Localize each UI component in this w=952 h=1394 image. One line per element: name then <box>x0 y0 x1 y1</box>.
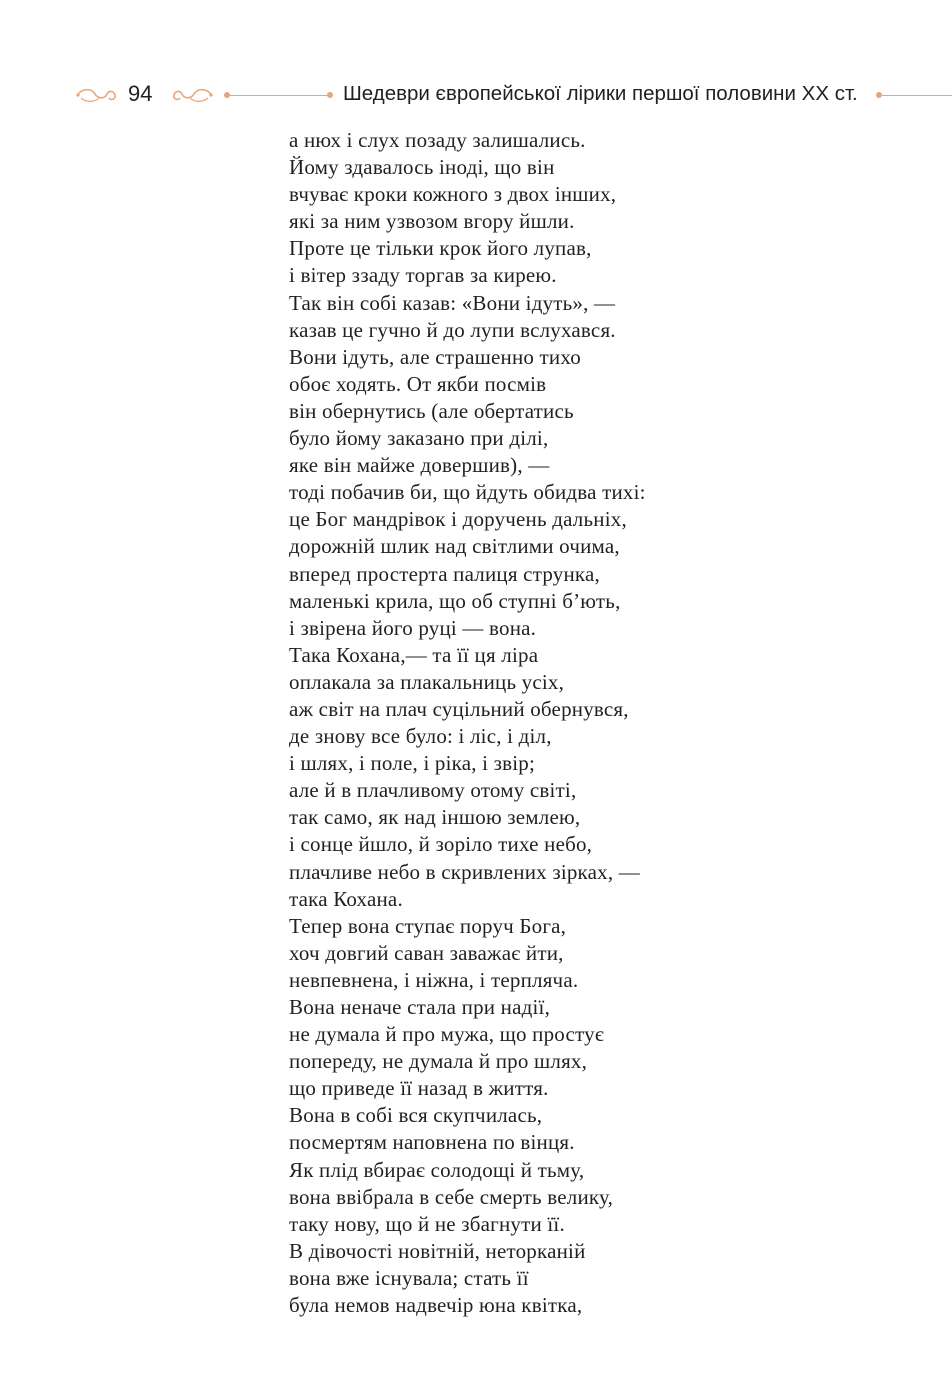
poem-line: Тепер вона ступає поруч Бога, <box>289 913 567 938</box>
poem-line: вона вже існувала; стать її <box>289 1265 529 1290</box>
header-rule-left <box>226 95 330 96</box>
poem-line: тоді побачив би, що йдуть обидва тихі: <box>289 480 646 505</box>
poem-line: які за ним узвозом вгору йшли. <box>289 209 575 234</box>
running-header <box>0 78 952 114</box>
poem-line: дорожній шлик над світлими очима, <box>289 534 620 559</box>
poem-line: і вітер ззаду торгав за кирею. <box>289 263 557 288</box>
left-flourish-icon <box>75 84 119 106</box>
poem-line: хоч довгий саван заважає йти, <box>289 940 564 965</box>
poem-line: а нюх і слух позаду залишались. <box>289 128 586 152</box>
poem-line: В дівочості новітній, неторканій <box>289 1238 586 1263</box>
poem-line: Йому здавалось іноді, що він <box>289 155 555 180</box>
page-number: 94 <box>128 81 153 106</box>
poem-text <box>289 127 849 1319</box>
poem-line: аж світ на плач суцільний обернувся, <box>289 696 629 721</box>
poem-line: була немов надвечір юна квітка, <box>289 1293 583 1318</box>
poem-line: Така Кохана,— та її ця ліра <box>289 642 539 667</box>
header-rule-right <box>878 95 952 96</box>
poem-line: де знову все було: і ліс, і діл, <box>289 724 552 749</box>
poem-line: Як плід вбирає солодощі й тьму, <box>289 1157 585 1182</box>
poem-line: але й в плачливому отому світі, <box>289 778 577 803</box>
poem-line: Вона неначе стала при надії, <box>289 995 551 1019</box>
poem-line: це Бог мандрівок і доручень дальніх, <box>289 507 627 532</box>
poem-line: плачливе небо в скривлених зірках, — <box>289 859 640 884</box>
poem-line: яке він майже довершив), — <box>289 453 550 478</box>
poem-line: і звірена його руці — вона. <box>289 615 537 640</box>
poem-line: таку нову, що й не збагнути її. <box>289 1211 565 1236</box>
poem-line: і сонце йшло, й зоріло тихе небо, <box>289 832 593 857</box>
poem-line: так само, як над іншою землею, <box>289 805 581 830</box>
poem-line: оплакала за плакальниць усіх, <box>289 669 565 694</box>
poem-line: маленькі крила, що об ступні б’ють, <box>289 588 621 613</box>
poem-line: вперед простерта палиця струнка, <box>289 561 600 586</box>
poem-line: що приведе її назад в життя. <box>289 1076 549 1101</box>
poem-line: не думала й про мужа, що простує <box>289 1022 605 1047</box>
poem-line: казав це гучно й до лупи вслухався. <box>289 317 616 342</box>
poem-line: вчуває кроки кожного з двох інших, <box>289 182 617 207</box>
poem-line: і шлях, і поле, і ріка, і звір; <box>289 751 536 776</box>
poem-line: Вона в собі вся скупчилась, <box>289 1103 543 1128</box>
poem-line: Вони ідуть, але страшенно тихо <box>289 344 581 369</box>
poem-line: Проте це тільки крок його лупав, <box>289 236 592 261</box>
poem-line: невпевнена, і ніжна, і терпляча. <box>289 967 579 992</box>
poem-line: така Кохана. <box>289 886 403 911</box>
poem-line: попереду, не думала й про шлях, <box>289 1049 588 1074</box>
header-rule-dot <box>327 92 333 98</box>
running-title: Шедеври європейської лірики першої половини ХХ ст. <box>343 82 858 105</box>
right-flourish-icon <box>170 84 214 106</box>
poem-line: вона ввібрала в себе смерть велику, <box>289 1184 614 1209</box>
poem-line: він обернутись (але обертатись <box>289 398 574 423</box>
poem-line: посмертям наповнена по вінця. <box>289 1130 575 1155</box>
poem-line: Так він собі казав: «Вони ідуть», — <box>289 290 616 315</box>
poem-line: обоє ходять. От якби посмів <box>289 371 547 396</box>
poem-line: було йому заказано при ділі, <box>289 426 549 451</box>
